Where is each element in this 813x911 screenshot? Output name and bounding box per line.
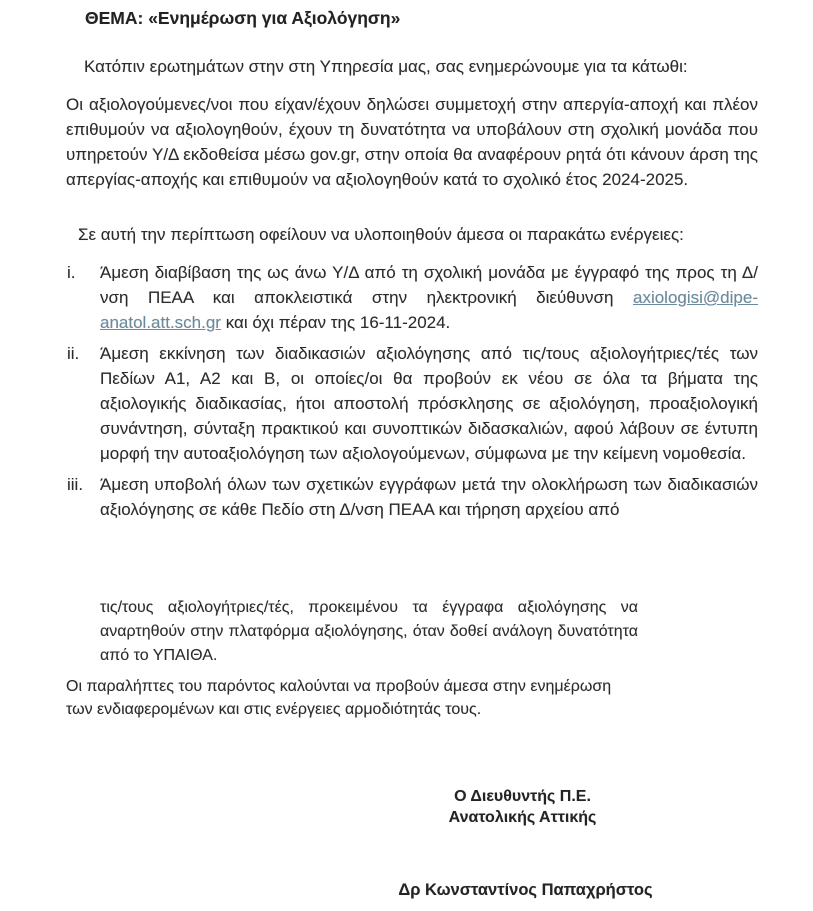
list-item-ii	[67, 341, 758, 466]
actions-list	[67, 260, 758, 528]
signatory-title-line1: Ο Διευθυντής Π.Ε.	[454, 788, 591, 805]
list-item-iii	[67, 472, 758, 522]
subject-line: ΘΕΜΑ: «Ενημέρωση για Αξιολόγηση»	[85, 8, 401, 28]
signatory-title-block	[405, 786, 640, 828]
continuation-paragraph: τις/τους αξιολογήτριες/τές, προκειμένου τα έγγραφα αξιολόγησης να αναρτηθούν στην πλατφόρμα αξιολόγησης, όταν δοθεί ανάλογη δυνατότητα από το ΥΠΑΙΘΑ.	[100, 599, 638, 664]
list-marker: ii.	[67, 344, 80, 363]
email-link[interactable]: axiologisi@dipe-anatol.att.sch.gr	[100, 288, 758, 332]
actions-intro: Σε αυτή την περίπτωση οφείλουν να υλοποιηθούν άμεσα οι παρακάτω ενέργειες:	[78, 225, 684, 244]
signatory-title-line2: Ανατολικής Αττικής	[448, 809, 597, 826]
list-item-text-before-link: Άμεση διαβίβαση της ως άνω Υ/Δ από τη σχολική μονάδα με έγγραφό της προς τη Δ/νση ΠΕΑΑ και αποκλειστικά στην ηλεκτρονική διεύθυνση	[100, 263, 758, 307]
list-item-text-after-link: και όχι πέραν της 16-11-2024.	[225, 313, 451, 332]
list-marker: i.	[67, 263, 76, 282]
body-paragraph: Οι αξιολογούμενες/νοι που είχαν/έχουν δηλώσει συμμετοχή στην απεργία-αποχή και πλέον επιθυμούν να αξιολογηθούν, έχουν τη δυνατότητα να υποβάλουν στη σχολική μονάδα που υπηρετούν Υ/Δ εκδοθείσα μέσω gov.gr, στην οποία θα αναφέρουν ρητά ότι κάνουν άρση της απεργίας-αποχής και επιθυμούν να αξιολογηθούν κατά το σχολικό έτος 2024-2025.	[66, 95, 758, 189]
intro-paragraph: Κατόπιν ερωτημάτων στην στη Υπηρεσία μας, σας ενημερώνουμε για τα κάτωθι:	[84, 57, 688, 76]
closing-paragraph: Οι παραλήπτες του παρόντος καλούνται να προβούν άμεσα στην ενημέρωση των ενδιαφερομένων και στις ενέργειες αρμοδιότητάς τους.	[66, 678, 612, 718]
signatory-name: Δρ Κωνσταντίνος Παπαχρήστος	[398, 881, 653, 899]
list-item-text	[100, 260, 758, 335]
list-item-text: Άμεση εκκίνηση των διαδικασιών αξιολόγησης από τις/τους αξιολογήτριες/τές των Πεδίων Α1, Α2 και Β, οι οποίες/οι θα προβούν εκ νέου σε όλα τα βήματα της αξιολογικής διαδικασίας, ήτοι αποστολή πρόσκλησης σε αξιολόγηση, προαξιολογική συνάντηση, σύνταξη πρακτικού και συνοπτικών διδασκαλιών, αφού λάβουν σε έντυπη μορφή την αυτοαξιολόγηση των αξιολογούμενων, σύμφωνα με την κείμενη νομοθεσία.	[100, 344, 758, 463]
list-item-text: Άμεση υποβολή όλων των σχετικών εγγράφων μετά την ολοκλήρωση των διαδικασιών αξιολόγησης σε κάθε Πεδίο στη Δ/νση ΠΕΑΑ και τήρηση αρχείου από	[100, 475, 758, 519]
list-marker: iii.	[67, 475, 84, 494]
list-item-i	[67, 260, 758, 335]
